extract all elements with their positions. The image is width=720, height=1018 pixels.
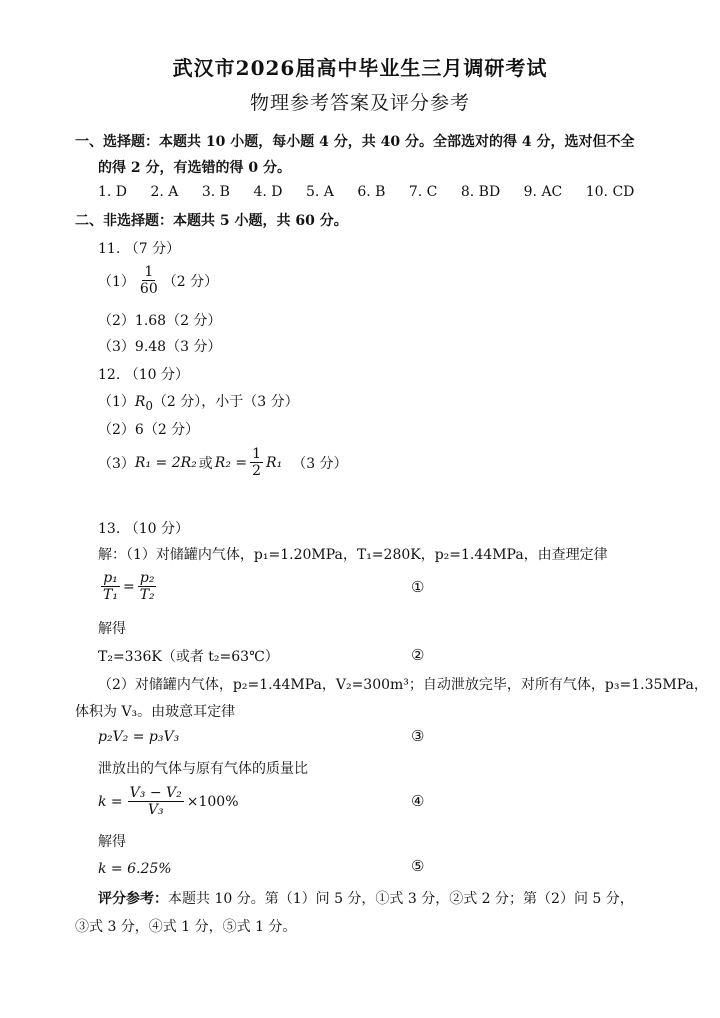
equation-marker-3: ③ [411,727,425,745]
answer-item: 2. A [150,184,179,200]
q13-part2-line2: 体积为 V₃。由玻意耳定律 [75,704,236,720]
page-subtitle: 物理参考答案及评分参考 [249,92,470,114]
q13-equation1: $\frac{\text{p₁}}{\text{T₁}}$ = $\frac{\text{p₂}}{\text{T₂}}$ [103,570,155,604]
equation-marker-5: ⑤ [411,857,425,875]
q13-result2: k = 6.25% [98,861,172,877]
section1-heading-line1: 一、选择题：本题共 10 小题，每小题 4 分，共 40 分。全部选对的得 4 分，选对但不全 [75,134,635,150]
q11-part3: （3）9.48（3 分） [98,339,222,355]
q13-equation4: k = $\frac{\text{V₃ − V₂}}{\text{V₃}}$ ×100% [98,785,239,819]
fraction: $\frac{1}{60}$ [139,264,158,298]
answer-item: 4. D [253,184,283,200]
equation-marker-4: ④ [411,792,425,810]
q13-part2-line1: （2）对储罐内气体，p₂=1.44MPa，V₂=300m³；自动泄放完毕，对所有气体，p₃=1.35MPa， [98,677,708,693]
answer-item: 7. C [408,184,438,200]
q11-label: 11. （7 分） [98,241,181,257]
q13-solve2: 解得 [98,834,126,850]
q13-intro: 解：（1）对储罐内气体，p₁=1.20MPa，T₁=280K，p₂=1.44MPa，由查理定律 [98,547,608,563]
q13-equation3: p₂V₂ = p₃V₃ [98,729,180,745]
equation-marker-1: ① [411,578,425,596]
answer-item: 1. D [98,184,128,200]
answer-item: 8. BD [460,184,501,200]
q13-label: 13. （10 分） [98,521,189,537]
q13-solve1: 解得 [98,621,126,637]
q12-part1: $(1)R_0(2$ 分），小于（3 分） [98,394,299,413]
fraction: $\frac{\text{p₂}}{\text{T₂}}$ [139,570,155,604]
q13-ratio-text: 泄放出的气体与原有气体的质量比 [98,761,308,777]
q12-label: 12. （10 分） [98,367,189,383]
answer-item: 3. B [201,184,230,200]
section1-heading-line2: 的得 2 分，有选错的得 0 分。 [98,160,291,176]
q11-part2: （2）1.68（2 分） [98,313,222,329]
fraction: $\frac{\text{p₁}}{\text{T₁}}$ [103,570,118,604]
equation-marker-2: ② [411,646,425,664]
section2-heading: 二、非选择题：本题共 5 小题，共 60 分。 [75,213,348,229]
page-title: 武汉市2026届高中毕业生三月调研考试 [172,56,548,80]
answer-list [98,184,653,200]
scoring-line1: 评分参考：本题共 10 分。第（1）问 5 分，①式 3 分，②式 2 分；第（2）问 5 分， [98,891,634,907]
answer-item: 9. AC [523,184,563,200]
q11-part1: （1） $\frac{1}{60}$ （2 分） [98,264,219,298]
scoring-line2: ③式 3 分，④式 1 分，⑤式 1 分。 [75,919,297,935]
fraction: $\frac{1}{2}$ [252,446,262,480]
q12-part2: （2）6（2 分） [98,422,200,438]
answer-item: 10. CD [585,184,635,200]
fraction: $\frac{\text{V₃ − V₂}}{\text{V₃}}$ [129,785,182,819]
q12-part3: （3） R₁ = 2R₂ 或 R₂ = $\frac{1}{2}$ R₁ （3 分） [98,446,348,480]
scoring-label: 评分参考： [98,891,168,907]
answer-item: 5. A [305,184,334,200]
answer-item: 6. B [357,184,386,200]
q13-result1: T₂=336K（或者 t₂=63℃） [98,649,279,665]
